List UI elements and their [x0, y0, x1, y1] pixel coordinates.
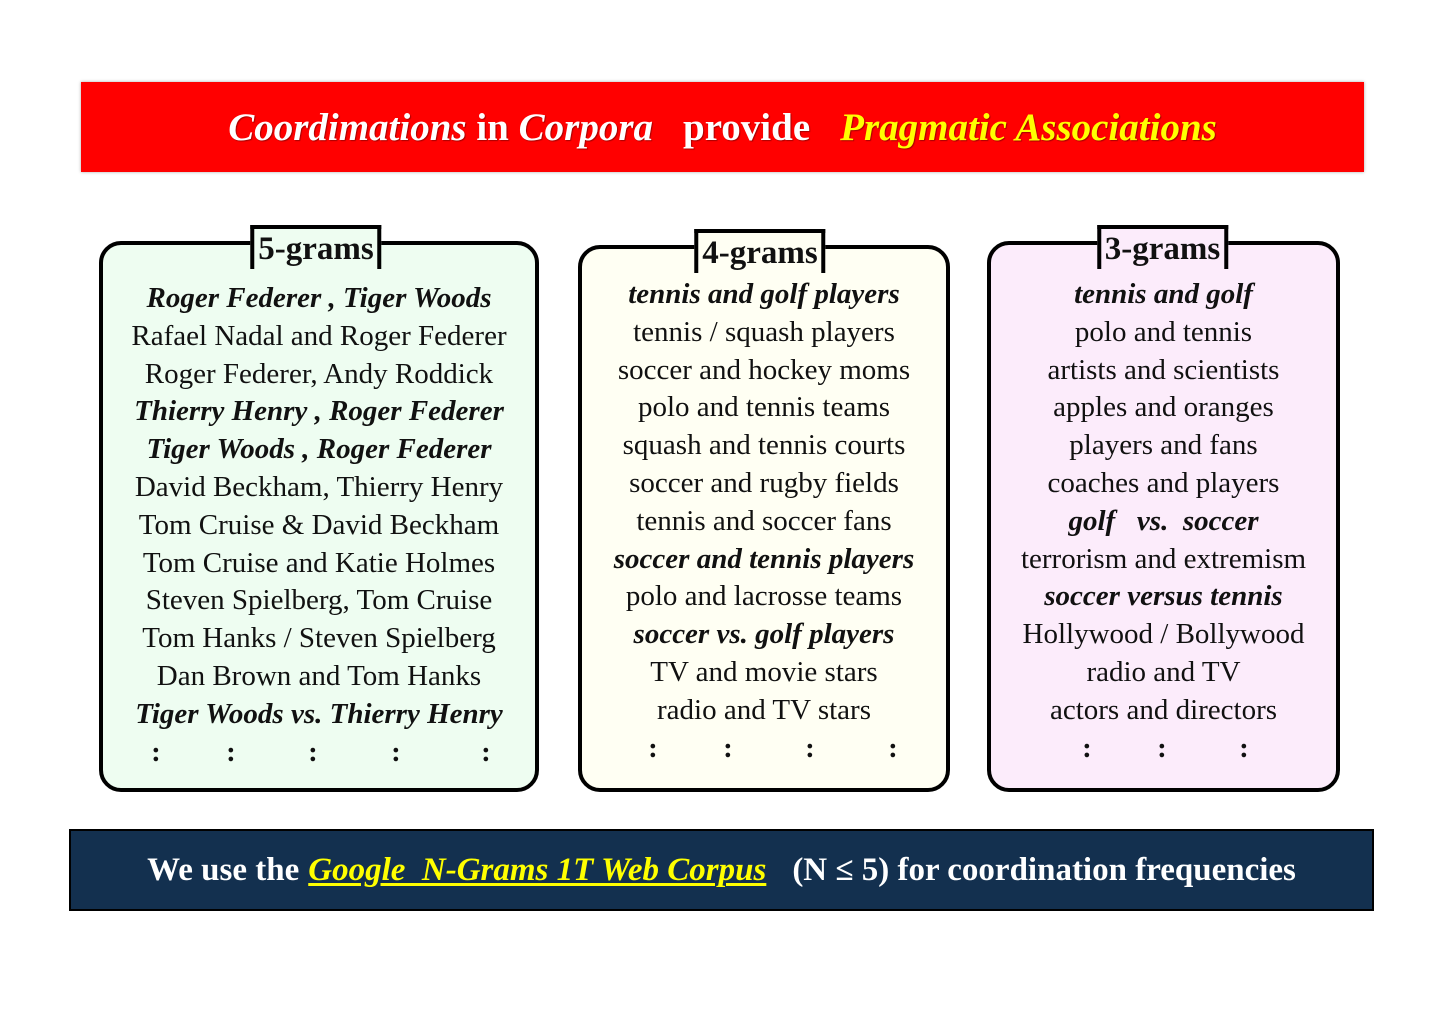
continuation-dot: :	[226, 735, 236, 768]
three-gram-list	[991, 276, 1336, 767]
panel-4-grams-label: 4-grams	[694, 229, 825, 273]
ngram-item: players and fans	[1069, 429, 1258, 462]
ngram-item: radio and TV	[1086, 655, 1241, 688]
title-part-pragmatic-associations: Pragmatic Associations	[840, 105, 1217, 149]
ngram-item: golf vs. soccer	[1068, 504, 1259, 537]
title-part-provide: provide	[683, 105, 811, 149]
footer-prefix: We use the	[147, 851, 300, 888]
continuation-dots	[103, 734, 535, 772]
title-part-in: in	[466, 105, 519, 149]
ngram-item: polo and lacrosse teams	[625, 580, 903, 613]
panel-4-grams	[578, 235, 950, 792]
continuation-dot: :	[723, 731, 733, 764]
ngram-item: tennis and golf players	[628, 278, 900, 310]
continuation-dot: :	[151, 735, 161, 768]
ngram-item: polo and tennis teams	[637, 391, 891, 424]
panel-3-grams-label: 3-grams	[1097, 225, 1228, 269]
ngram-item: coaches and players	[1047, 466, 1280, 499]
five-gram-list	[103, 280, 535, 771]
ngram-item: tennis / squash players	[633, 315, 895, 348]
corpus-link[interactable]: Google N-Grams 1T Web Corpus	[308, 851, 767, 888]
panel-5-grams-label: 5-grams	[250, 225, 381, 269]
ngram-item: radio and TV stars	[657, 693, 871, 726]
continuation-dot: :	[805, 731, 815, 764]
ngram-item: actors and directors	[1049, 693, 1278, 726]
continuation-dots	[991, 730, 1336, 768]
ngram-item: soccer vs. golf players	[633, 618, 895, 651]
ngram-item: soccer and rugby fields	[629, 466, 899, 499]
ngram-item: terrorism and extremism	[1020, 542, 1307, 575]
continuation-dot: :	[391, 735, 401, 768]
ngram-item: artists and scientists	[1047, 353, 1280, 386]
continuation-dots	[582, 730, 946, 768]
ngram-item: Steven Spielberg, Tom Cruise	[145, 584, 493, 617]
ngram-item: Hollywood / Bollywood	[1022, 618, 1305, 651]
ngram-item: Rafael Nadal and Roger Federer	[131, 319, 507, 352]
continuation-dot: :	[648, 731, 658, 764]
ngram-item: tennis and golf	[1074, 278, 1253, 310]
ngram-item: Tom Cruise & David Beckham	[138, 508, 500, 541]
ngram-item: Roger Federer, Andy Roddick	[144, 357, 494, 390]
ngram-item: tennis and soccer fans	[636, 504, 892, 537]
ngram-item: Roger Federer , Tiger Woods	[146, 282, 492, 314]
ngram-item: David Beckham, Thierry Henry	[134, 470, 504, 503]
ngram-item: polo and tennis	[1074, 315, 1253, 348]
continuation-dot: :	[1082, 731, 1092, 764]
footer-suffix: (N ≤ 5) for coordination frequencies	[792, 851, 1296, 888]
ngram-item: Dan Brown and Tom Hanks	[156, 659, 482, 692]
ngram-item: squash and tennis courts	[622, 429, 906, 462]
ngram-item: soccer versus tennis	[1044, 580, 1283, 613]
continuation-dot: :	[1239, 731, 1249, 764]
ngram-item: Tiger Woods vs. Thierry Henry	[135, 697, 503, 730]
ngram-item: apples and oranges	[1053, 391, 1274, 424]
four-gram-list	[582, 276, 946, 767]
ngram-item: Tiger Woods , Roger Federer	[146, 433, 492, 466]
ngram-item: Tom Hanks / Steven Spielberg	[142, 622, 496, 655]
footer-banner	[69, 829, 1374, 911]
continuation-dot: :	[481, 735, 491, 768]
title-part-corpora: Corpora	[518, 105, 653, 149]
continuation-dot: :	[308, 735, 318, 768]
ngram-item: soccer and hockey moms	[617, 353, 911, 386]
title-banner	[81, 82, 1364, 172]
ngram-item: TV and movie stars	[650, 655, 878, 688]
panel-5-grams	[99, 231, 539, 792]
continuation-dot: :	[888, 731, 898, 764]
continuation-dot: :	[1157, 731, 1167, 764]
title-part-coordimations: Coordimations	[228, 105, 467, 149]
panel-3-grams	[987, 231, 1340, 792]
ngram-item: soccer and tennis players	[613, 542, 915, 575]
ngram-item: Thierry Henry , Roger Federer	[134, 395, 504, 428]
ngram-item: Tom Cruise and Katie Holmes	[142, 546, 496, 579]
